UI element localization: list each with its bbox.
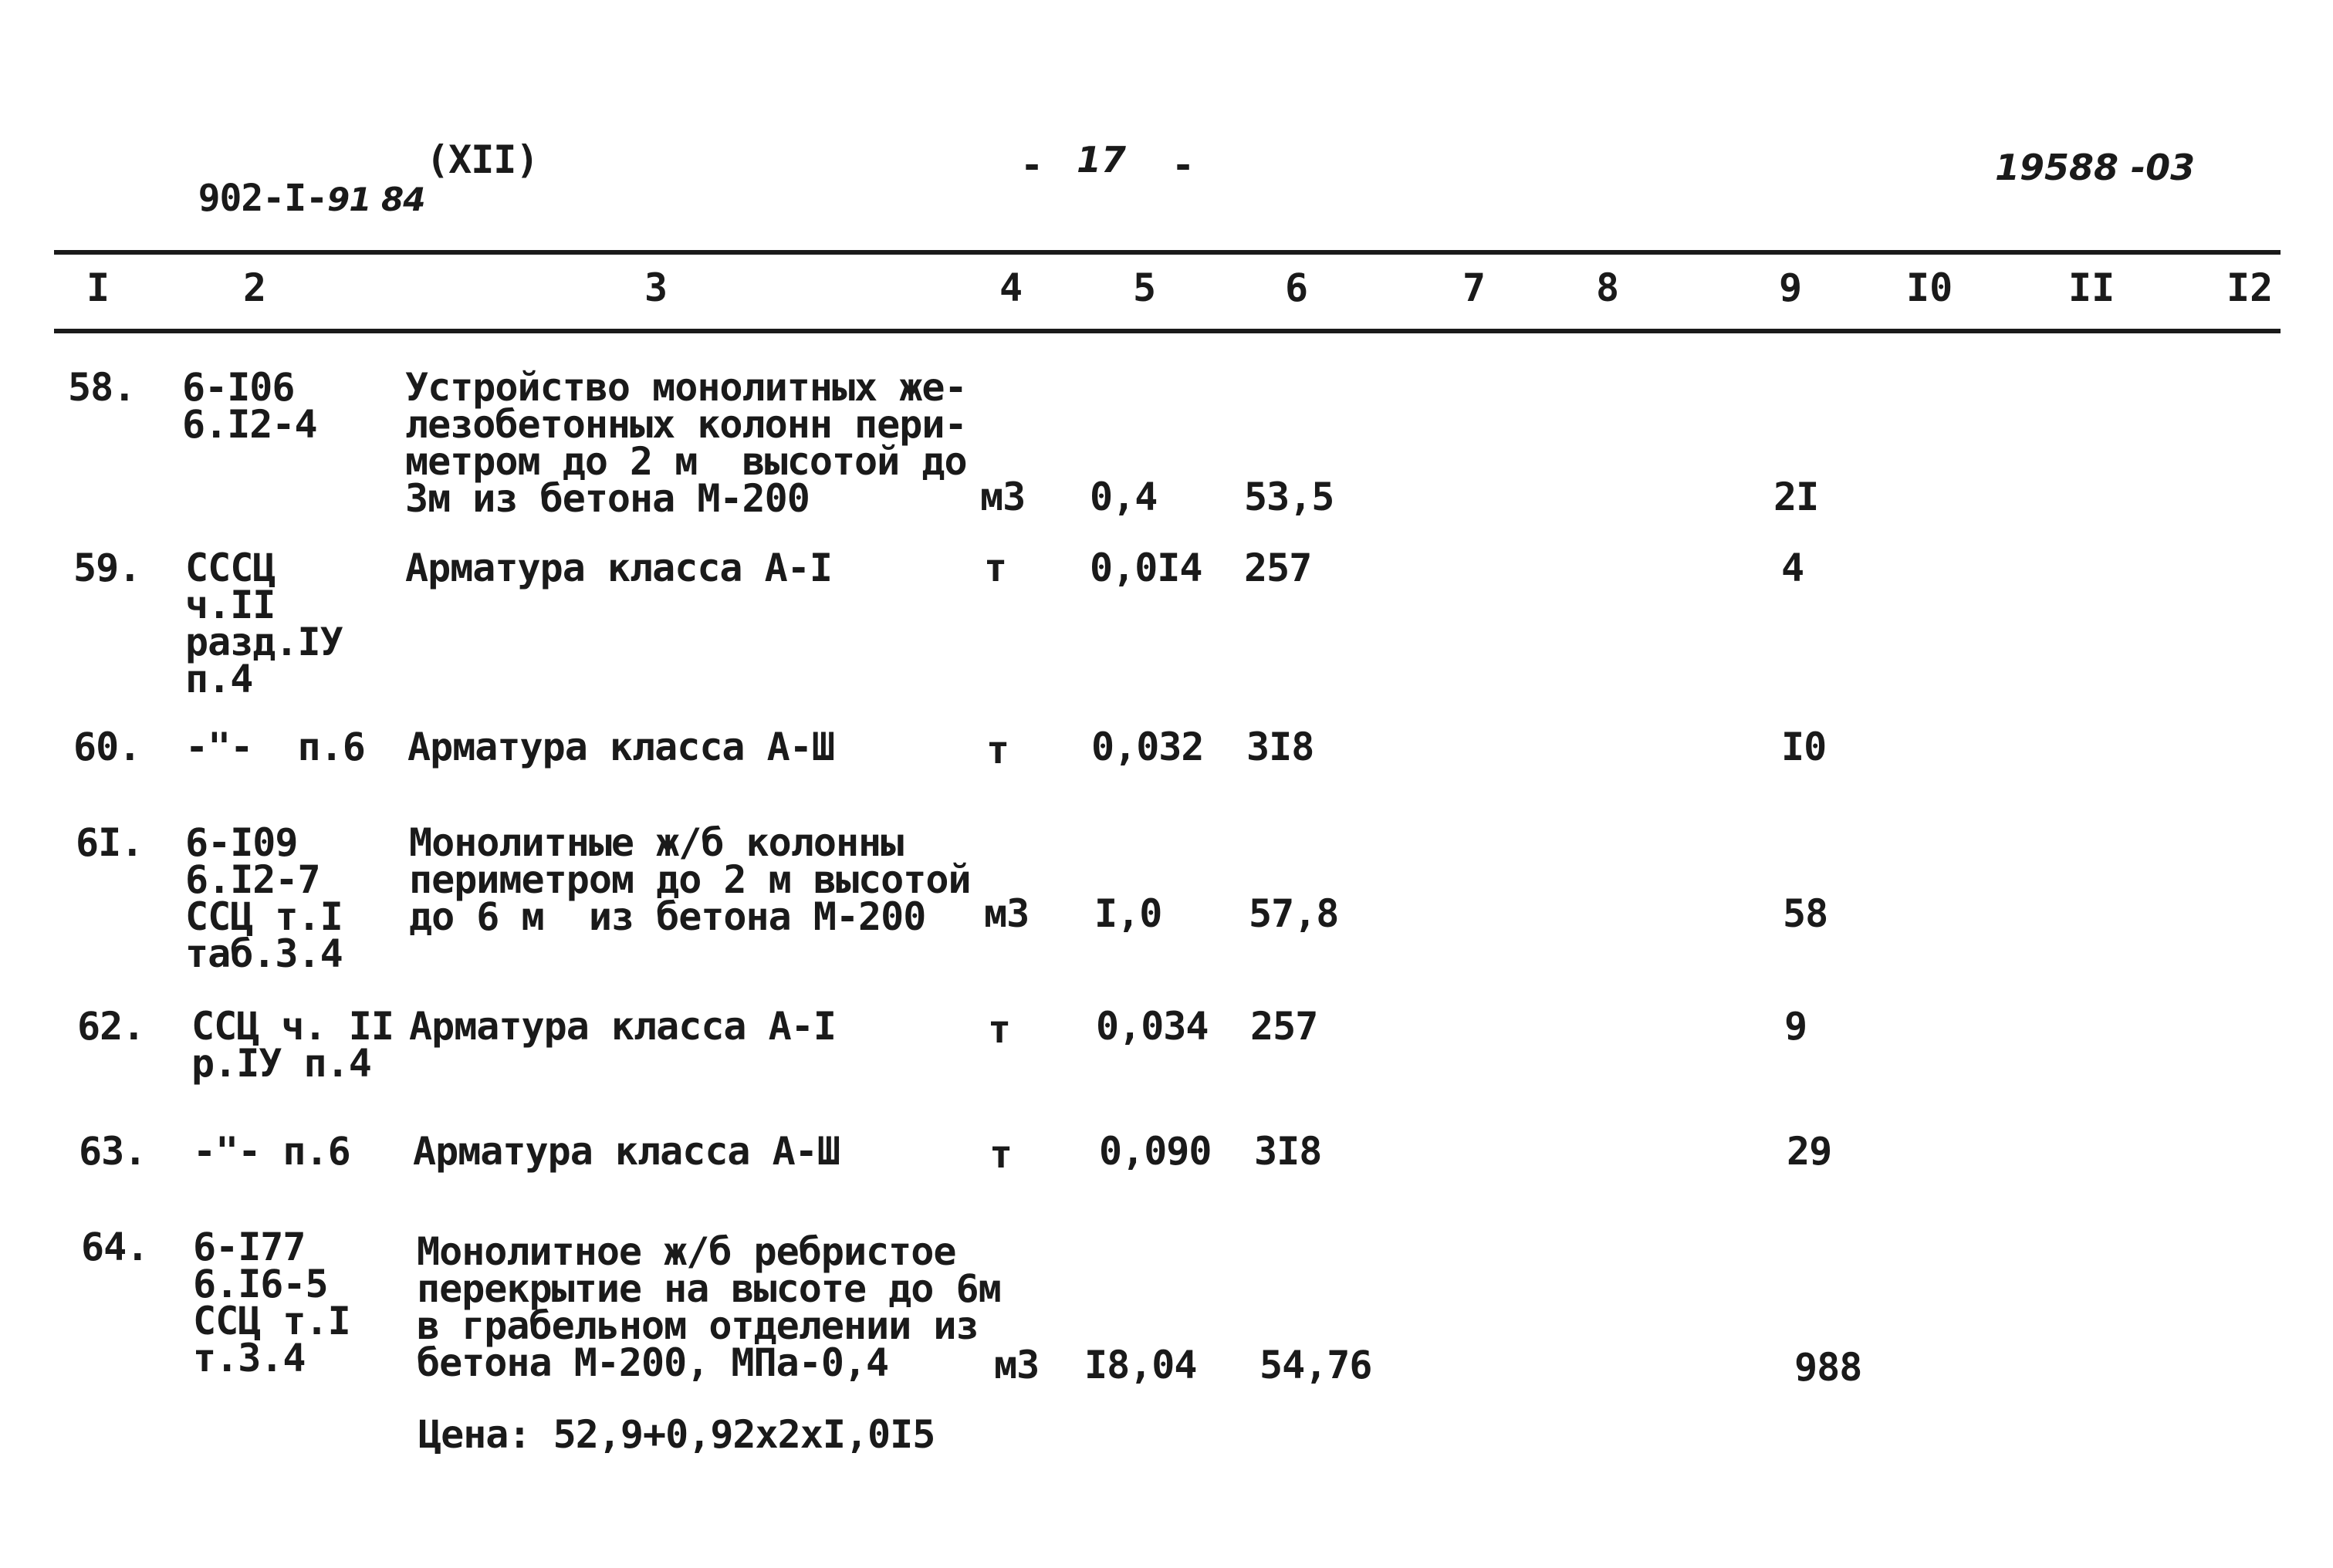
row-description: Арматура класса А-I	[405, 546, 832, 590]
page-dash-right: -	[1172, 143, 1195, 188]
row-unit: т	[988, 1007, 1011, 1052]
row-total: 9	[1784, 1004, 1807, 1049]
col-header-1: I	[86, 265, 110, 310]
col-header-9: 9	[1779, 265, 1803, 310]
row-price: 257	[1250, 1004, 1318, 1049]
row-total: 29	[1787, 1129, 1832, 1174]
row-unit: м3	[984, 891, 1030, 936]
row-total: 4	[1781, 546, 1804, 590]
col-header-6: 6	[1285, 265, 1309, 310]
row-price: 57,8	[1249, 891, 1339, 936]
row-number: 60.	[73, 725, 141, 769]
row-quantity: 0,032	[1091, 725, 1204, 769]
col-header-5: 5	[1133, 265, 1157, 310]
col-header-12: I2	[2226, 265, 2274, 310]
row-number: 6I.	[76, 820, 144, 865]
row-number: 62.	[77, 1004, 145, 1049]
col-header-11: II	[2068, 265, 2115, 310]
row-quantity: 0,034	[1096, 1004, 1209, 1049]
row-total: 988	[1794, 1345, 1862, 1390]
col-header-10: I0	[1906, 265, 1953, 310]
row-price: 3I8	[1254, 1129, 1322, 1174]
row-description: Арматура класса А-Ш	[413, 1129, 840, 1174]
row-total: I0	[1781, 725, 1827, 769]
row-quantity: I8,04	[1084, 1343, 1197, 1387]
row-description: Арматура класса А-I	[409, 1004, 836, 1049]
col-header-4: 4	[999, 265, 1023, 310]
row-code: СССЦ ч.II разд.IУ п.4	[185, 546, 343, 701]
row-number: 63.	[79, 1129, 147, 1174]
col-header-3: 3	[644, 265, 668, 310]
row-code: ССЦ ч. II р.IУ п.4	[191, 1004, 394, 1086]
price-note: Цена: 52,9+0,92х2хI,0I5	[418, 1412, 935, 1457]
row-code: 6-I09 6.I2-7 ССЦ т.I таб.3.4	[185, 820, 343, 976]
row-code: -"- п.6	[185, 725, 365, 769]
table-top-rule	[54, 250, 2281, 255]
col-header-8: 8	[1596, 265, 1620, 310]
row-price: 53,5	[1244, 475, 1334, 519]
row-total: 2I	[1773, 475, 1819, 519]
row-unit: м3	[994, 1343, 1040, 1387]
row-code: 6-I77 6.I6-5 ССЦ т.I т.3.4	[193, 1225, 350, 1380]
row-description: Монолитные ж/б колонны периметром до 2 м высотой до 6 м из бетона М-200	[409, 820, 971, 939]
col-header-2: 2	[243, 265, 267, 310]
table-header-rule	[54, 329, 2281, 333]
row-unit: т	[989, 1132, 1013, 1177]
page-number: 17	[1077, 139, 1127, 181]
row-number: 59.	[73, 546, 141, 590]
archive-number: 19588 -03	[1995, 147, 2196, 188]
row-price: 257	[1244, 546, 1312, 590]
row-quantity: 0,4	[1090, 475, 1158, 519]
row-code: -"- п.6	[193, 1129, 350, 1174]
doc-code: 902-I-91 84	[198, 177, 425, 220]
row-price: 3I8	[1246, 725, 1314, 769]
row-number: 64.	[81, 1225, 149, 1269]
row-description: Арматура класса А-Ш	[407, 725, 834, 769]
row-unit: т	[984, 546, 1007, 590]
row-code: 6-I06 6.I2-4	[182, 365, 317, 447]
row-unit: т	[986, 728, 1009, 772]
section-label: (XII)	[426, 137, 539, 182]
row-unit: м3	[980, 475, 1026, 519]
row-price: 54,76	[1259, 1343, 1372, 1387]
row-quantity: 0,090	[1099, 1129, 1212, 1174]
page-dash-left: -	[1020, 143, 1043, 188]
row-number: 58.	[68, 365, 136, 410]
row-total: 58	[1783, 891, 1828, 936]
row-quantity: I,0	[1094, 891, 1162, 936]
doc-code-handwritten: 91 84	[326, 181, 425, 218]
row-description: Устройство монолитных же- лезобетонных колонн пери- метром до 2 м высотой до 3м из бетона М-200	[405, 365, 967, 521]
row-description: Монолитное ж/б ребристое перекрытие на высоте до 6м в грабельном отделении из бетона М-200, МПа-0,4	[417, 1229, 1001, 1385]
row-quantity: 0,0I4	[1090, 546, 1202, 590]
col-header-7: 7	[1462, 265, 1486, 310]
